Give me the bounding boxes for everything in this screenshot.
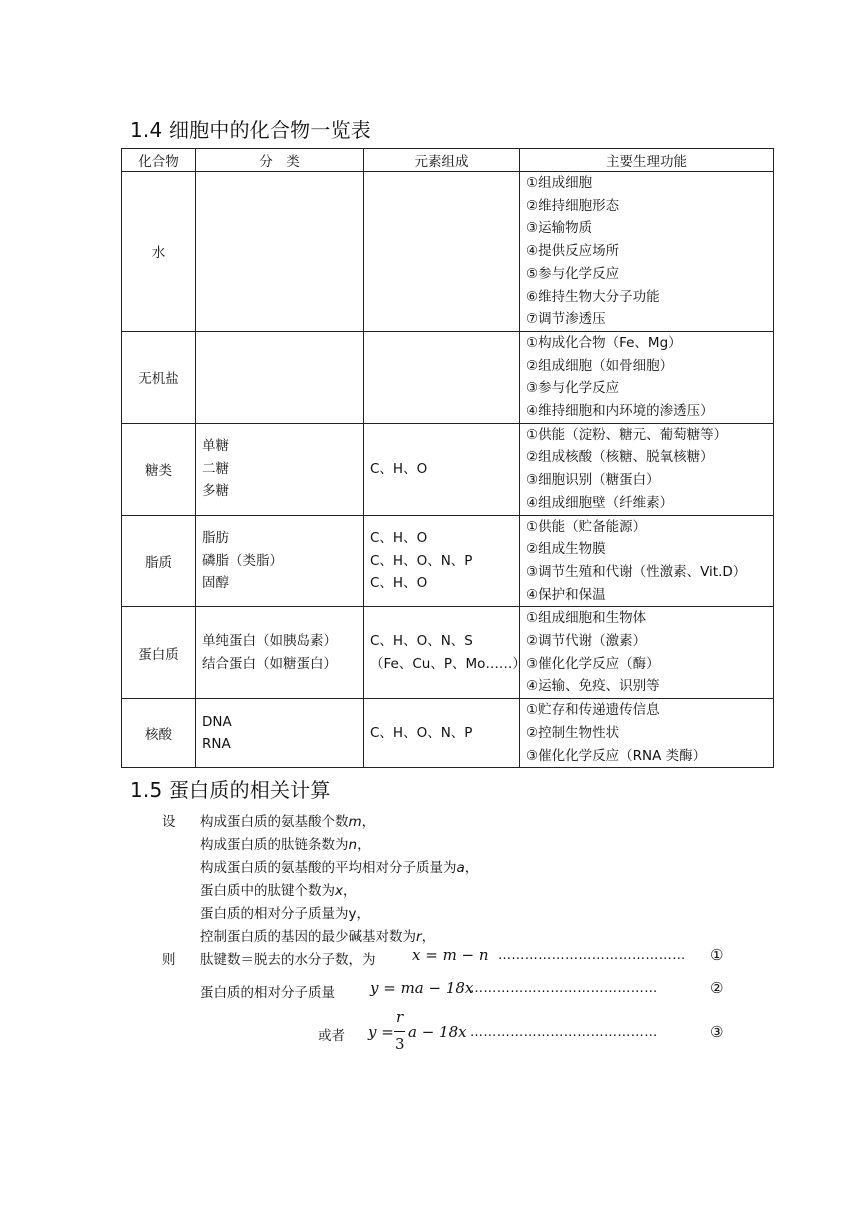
- compounds-table: [121, 148, 774, 768]
- function-item: ①组成细胞和生物体: [526, 610, 647, 627]
- element-item: C、H、O、N、S: [370, 633, 473, 650]
- formula1-text: 肽键数＝脱去的水分子数，为: [200, 952, 376, 968]
- leader-dots: ……………………………………: [498, 948, 686, 963]
- function-item: ③细胞识别（糖蛋白）: [526, 472, 660, 489]
- definition-end: ，: [361, 814, 376, 830]
- element-item: C、H、O、N、P: [370, 724, 473, 741]
- definition-end: ，: [357, 837, 371, 853]
- definition-line: [200, 856, 478, 876]
- function-item: ②组成核酸（核糖、脱氧核糖）: [526, 449, 714, 466]
- header-compound: 化合物: [122, 149, 196, 172]
- category-item: 固醇: [202, 575, 229, 592]
- category-item: 结合蛋白（如糖蛋白）: [202, 655, 337, 672]
- category-cell: [196, 423, 364, 515]
- category-cell: [196, 699, 364, 768]
- definition-text: 蛋白质的相对分子质量为: [200, 906, 349, 922]
- definition-text: 控制蛋白质的基因的最少碱基对数为: [200, 929, 416, 945]
- definition-text: 构成蛋白质的氨基酸个数: [200, 814, 349, 830]
- formula2-number: ②: [710, 979, 724, 997]
- functions-cell: [520, 423, 774, 515]
- functions-cell: [520, 331, 774, 423]
- table-header-row: [122, 149, 774, 172]
- formula2-expression: y = ma − 18x: [370, 979, 474, 997]
- formula3-lhs: y =: [368, 1023, 394, 1041]
- definition-var: x: [335, 883, 343, 899]
- table-row: [122, 515, 774, 607]
- elements-cell: [364, 172, 520, 332]
- compound-name: 无机盐: [122, 331, 196, 423]
- let-label: 设: [162, 814, 176, 830]
- function-item: ②组成细胞（如骨细胞）: [526, 357, 674, 374]
- elements-cell: [364, 699, 520, 768]
- function-item: ②维持细胞形态: [526, 197, 620, 214]
- header-elements: 元素组成: [364, 149, 520, 172]
- category-item: 脂肪: [202, 529, 229, 546]
- section-title-protein-calc: 1.5 蛋白质的相关计算: [130, 778, 331, 802]
- compound-name: 核酸: [122, 699, 196, 768]
- elements-cell: [364, 423, 520, 515]
- category-item: 单糖: [202, 438, 229, 455]
- function-item: ④提供反应场所: [526, 243, 620, 260]
- category-cell: [196, 172, 364, 332]
- formula2-text: 蛋白质的相对分子质量: [200, 985, 335, 1001]
- function-item: ③参与化学反应: [526, 380, 620, 397]
- function-item: ④保护和保温: [526, 586, 606, 603]
- leader-dots: ……………………………………: [470, 1025, 658, 1040]
- elements-cell: [364, 331, 520, 423]
- function-item: ④组成细胞壁（纤维素）: [526, 494, 674, 511]
- function-item: ⑦调节渗透压: [526, 311, 606, 328]
- function-item: ②组成生物膜: [526, 541, 606, 558]
- compound-name: 糖类: [122, 423, 196, 515]
- function-item: ②控制生物性状: [526, 724, 620, 741]
- element-item: （Fe、Cu、P、Mo……）: [370, 655, 526, 672]
- formula3-text: 或者: [318, 1028, 345, 1044]
- functions-cell: [520, 699, 774, 768]
- function-item: ①组成细胞: [526, 175, 593, 191]
- category-cell: [196, 607, 364, 699]
- definition-end: ，: [464, 860, 479, 876]
- category-item: 单纯蛋白（如胰岛素）: [202, 633, 337, 650]
- compound-name: 水: [122, 172, 196, 332]
- definition-text: 蛋白质中的肽键个数为: [200, 883, 335, 899]
- function-item: ⑤参与化学反应: [526, 265, 620, 282]
- definition-line: [200, 902, 370, 922]
- header-category: 分 类: [196, 149, 364, 172]
- function-item: ①供能（淀粉、糖元、葡萄糖等）: [526, 426, 728, 443]
- formula1-expression: x = m − n: [412, 946, 489, 964]
- then-label: 则: [162, 952, 176, 968]
- function-item: ④运输、免疫、识别等: [526, 678, 660, 695]
- table-row: [122, 699, 774, 768]
- definition-var: m: [348, 814, 362, 830]
- element-item: C、H、O: [370, 529, 428, 546]
- category-cell: [196, 515, 364, 607]
- element-item: C、H、O: [370, 575, 428, 592]
- header-functions: 主要生理功能: [520, 149, 774, 172]
- definition-line: [200, 833, 371, 853]
- fraction-bar: [394, 1031, 405, 1032]
- definition-end: ，: [421, 929, 436, 945]
- elements-cell: [364, 607, 526, 699]
- formula3-rhs: a − 18x: [408, 1023, 467, 1041]
- function-item: ②调节代谢（激素）: [526, 633, 647, 650]
- table-row: [122, 423, 774, 515]
- definition-end: ，: [356, 906, 370, 922]
- definition-text: 构成蛋白质的肽链条数为: [200, 837, 349, 853]
- element-item: C、H、O: [370, 460, 428, 477]
- definition-line: [200, 925, 435, 945]
- leader-dots: ……………………………………: [470, 981, 658, 996]
- definition-end: ，: [343, 883, 357, 899]
- category-cell: [196, 331, 364, 423]
- function-item: ①供能（贮备能源）: [526, 518, 647, 535]
- function-item: ③催化化学反应（RNA 类酶）: [526, 747, 707, 764]
- function-item: ①贮存和传递遗传信息: [526, 702, 660, 719]
- functions-cell: [520, 515, 774, 607]
- category-item: RNA: [202, 736, 231, 753]
- fraction-numerator: r: [396, 1008, 404, 1026]
- table-row: [122, 172, 774, 332]
- table-row: [122, 331, 774, 423]
- fraction-denominator: 3: [395, 1035, 405, 1053]
- elements-cell: [364, 515, 520, 607]
- category-item: 多糖: [202, 483, 229, 500]
- definition-line: [200, 879, 357, 899]
- section-title-compounds: 1.4 细胞中的化合物一览表: [130, 118, 371, 142]
- element-item: C、H、O、N、P: [370, 552, 473, 569]
- table-row: [122, 607, 774, 699]
- category-item: 二糖: [202, 460, 229, 477]
- compound-name: 蛋白质: [122, 607, 196, 699]
- functions-cell: [520, 172, 774, 332]
- function-item: ④维持细胞和内环境的渗透压）: [526, 403, 714, 420]
- definition-text: 构成蛋白质的氨基酸的平均相对分子质量为: [200, 860, 457, 876]
- formula3-number: ③: [710, 1023, 724, 1041]
- compound-name: 脂质: [122, 515, 196, 607]
- function-item: ③调节生殖和代谢（性激素、Vit.D）: [526, 563, 747, 580]
- function-item: ①构成化合物（Fe、Mg）: [526, 334, 682, 351]
- definition-var: a: [456, 860, 465, 876]
- category-item: DNA: [202, 713, 232, 730]
- function-item: ⑥维持生物大分子功能: [526, 288, 660, 305]
- formula1-number: ①: [710, 946, 724, 964]
- definition-var: n: [348, 837, 358, 853]
- function-item: ③运输物质: [526, 220, 593, 237]
- definition-var: y: [348, 906, 357, 922]
- functions-cell: [520, 607, 774, 699]
- definition-var: r: [416, 929, 422, 945]
- definition-line: [200, 810, 375, 830]
- function-item: ③催化化学反应（酶）: [526, 655, 660, 672]
- category-item: 磷脂（类脂）: [202, 552, 283, 569]
